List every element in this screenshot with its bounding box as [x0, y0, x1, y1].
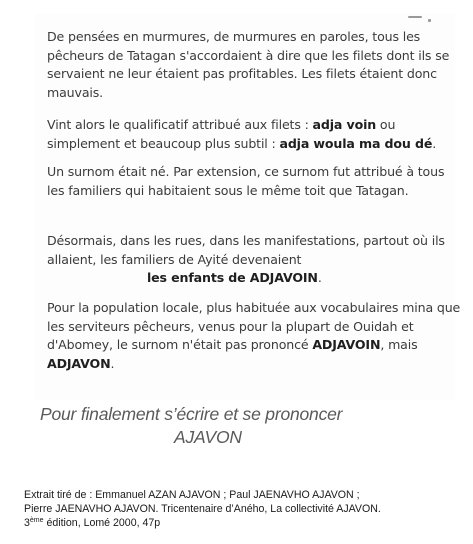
term-adja-woula: adja woula ma dou dé — [279, 135, 433, 151]
edition-suffix: ème — [29, 517, 44, 525]
edition-number: 3 — [24, 517, 30, 530]
paragraph-text: Vint alors le qualificatif attribué aux filets : — [47, 117, 313, 132]
scan-speck — [428, 19, 431, 22]
centered-line — [47, 269, 462, 288]
paragraph-text: . — [110, 355, 115, 371]
conclusion-line: Pour finalement s’écrire et se prononcer — [40, 404, 343, 424]
term-adjavoin: ADJAVOIN — [312, 337, 381, 352]
paragraph-text: Un surnom était né. Par extension, ce surnom fut attribué à tous les familiers qui habitaient sous le même toit que Tatagan. — [47, 164, 445, 198]
paragraph-text: . — [432, 135, 437, 151]
citation-line — [24, 516, 464, 530]
paragraph-filets — [47, 28, 462, 102]
source-citation — [24, 488, 464, 531]
citation-text: édition, Lomé 2000, 47p — [43, 517, 161, 530]
paragraph-text: , mais — [380, 337, 418, 352]
term-adja-voin: adja voin — [312, 117, 377, 132]
paragraph-desormais — [47, 232, 462, 288]
term-adjavon: ADJAVON — [47, 355, 111, 371]
paragraph-text: De pensées en murmures, de murmures en paroles, tous les pêcheurs de Tatagan s'accordaient à dire que les filets dont ils se servaient ne leur étaient pas profitables. Les filets étaient donc mauvais. — [47, 29, 450, 100]
paragraph-text: Pour la population locale, plus habituée aux vocabulaires mina que les serviteurs pêcheurs, venus pour la plupart de Ouidah et d'Abomey, le surnom n'était pas prononcé — [47, 300, 461, 352]
scan-speck — [408, 16, 422, 18]
paragraph-text: . — [317, 270, 322, 285]
paragraph-text: ou simplement et beaucoup plus subtil : — [47, 117, 396, 151]
citation-line: Extrait tiré de : Emmanuel AZAN AJAVON ; Paul JAENAVHO AJAVON ; — [24, 489, 360, 501]
citation-line: Pierre JAENAVHO AJAVON. Tricentenaire d’Aného, La collectivité AJAVON. — [24, 503, 381, 516]
conclusion-name: AJAVON — [174, 427, 242, 447]
term-enfants-adjavoin: les enfants de ADJAVOIN — [147, 270, 318, 285]
paragraph-surnom — [47, 163, 462, 200]
paragraph-text: Désormais, dans les rues, dans les manifestations, partout où ils allaient, les familiers de Ayité devenaient — [47, 233, 445, 267]
paragraph-qualificatif — [47, 116, 462, 153]
paragraph-population — [47, 299, 462, 373]
